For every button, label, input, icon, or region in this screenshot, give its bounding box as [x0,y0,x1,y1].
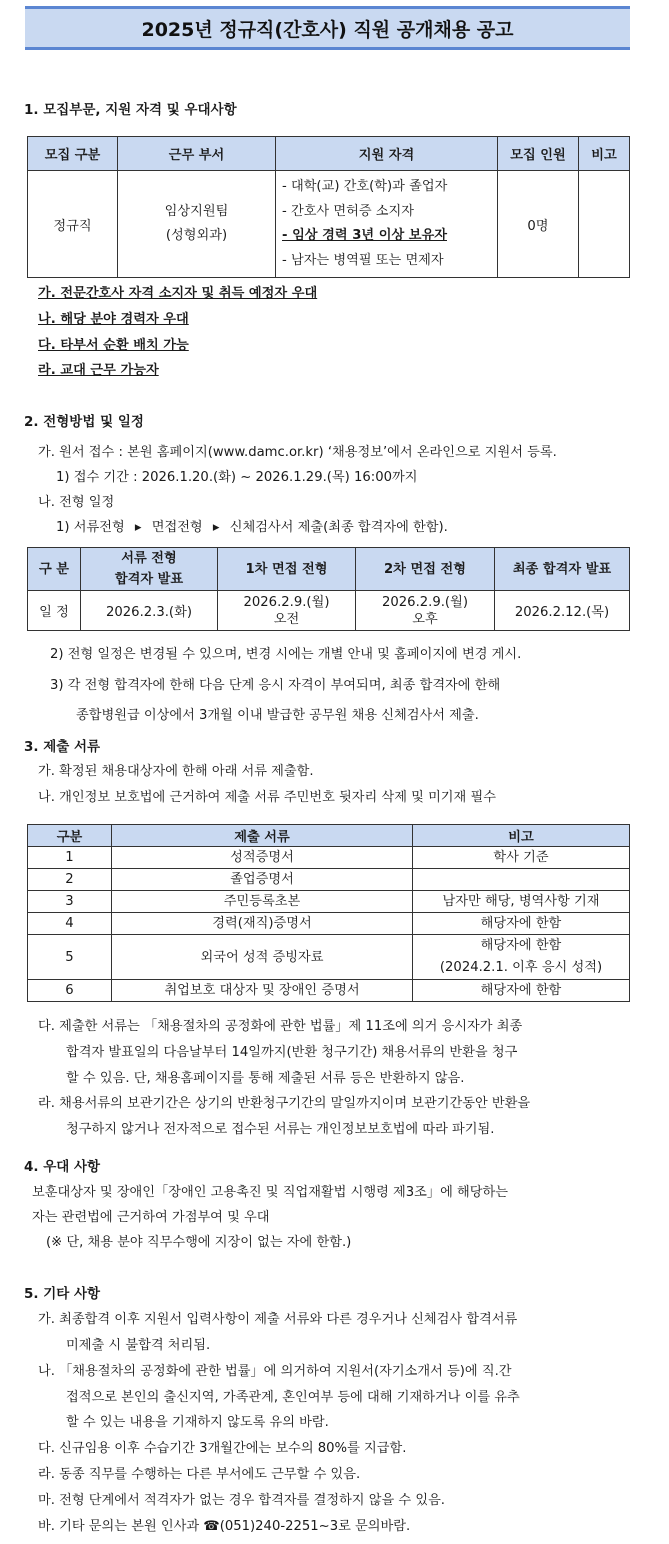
schedule-interview2 [356,591,495,631]
col-header: 비고 [579,137,630,171]
doc-note [413,935,630,980]
preference-text: (※ 단, 채용 분야 직무수행에 지장이 없는 자에 한함.) [46,1235,352,1250]
arrow-icon: ▸ [134,520,142,535]
selection-flow [56,516,448,535]
table-row [28,913,630,935]
qual-item-emphasis: - 임상 경력 3년 이상 보유자 [282,228,447,243]
interview-date: 2026.2.9.(월) [382,594,468,610]
section-5-heading: 5. 기타 사항 [24,1286,101,1302]
schedule-heading: 나. 전형 일정 [38,495,115,510]
schedule-doc-date: 2026.2.3.(화) [81,591,218,631]
qual-item: - 간호사 면허증 소지자 [282,203,414,219]
schedule-table [27,547,630,631]
doc-note-line: 해당자에 한함 [480,938,562,953]
schedule-interview1 [218,591,356,631]
schedule-note: 종합병원급 이상에서 3개월 이내 발급한 공무원 채용 신체검사서 제출. [76,708,479,723]
table-row [28,847,630,869]
misc-item: 미제출 시 불합격 처리됨. [66,1338,211,1353]
schedule-label: 일 정 [28,591,81,631]
section-1-heading: 1. 모집부문, 지원 자격 및 우대사항 [24,102,237,118]
documents-intro: 가. 확정된 채용대상자에 한해 아래 서류 제출함. [38,764,314,779]
return-policy-line: 다. 제출한 서류는 「채용절차의 공정화에 관한 법률」제 11조에 의거 응시자가 최종 [38,1019,523,1034]
interview-time: 오전 [273,611,300,627]
doc-name: 졸업증명서 [112,869,413,891]
doc-no: 2 [28,869,112,891]
preference-item: 다. 타부서 순환 배치 가능 [38,338,189,353]
col-header: 최종 합격자 발표 [495,548,630,591]
dept-name: 임상지원팀 [164,204,229,219]
col-header [81,548,218,591]
qual-item: - 남자는 병역필 또는 면제자 [282,252,444,268]
doc-no: 6 [28,980,112,1002]
documents-table [27,824,630,1002]
doc-note: 해당자에 한함 [413,980,630,1002]
retention-policy-line: 청구하지 않거나 전자적으로 접수된 서류는 개인정보보호법에 따라 파기됨. [66,1122,495,1137]
retention-policy-line: 라. 채용서류의 보관기간은 상기의 반환청구기간의 말일까지이며 보관기간동안 반환을 [38,1096,531,1111]
doc-note: 해당자에 한함 [413,913,630,935]
documents-privacy-note: 나. 개인정보 보호법에 근거하여 제출 서류 주민번호 뒷자리 삭제 및 미기재 필수 [38,790,496,805]
doc-no: 5 [28,935,112,980]
col-header: 근무 부서 [118,137,276,171]
interview-time: 오후 [412,611,438,627]
col-header: 구 분 [28,548,81,591]
flow-step: 1) 서류전형 [56,520,125,535]
col-header: 비고 [413,825,630,847]
misc-item: 나. 「채용절차의 공정화에 관한 법률」에 의거하여 지원서(자기소개서 등)에 직.간 [38,1364,512,1379]
recruitment-table [27,136,630,278]
col-header: 제출 서류 [112,825,413,847]
table-row [28,891,630,913]
preference-item: 라. 교대 근무 가능자 [38,363,159,378]
col-header-line: 합격자 발표 [114,572,184,587]
recruit-qualifications [276,171,498,278]
doc-note: 남자만 해당, 병역사항 기재 [413,891,630,913]
recruit-dept [118,171,276,278]
doc-note: 학사 기준 [413,847,630,869]
col-header: 2차 면접 전형 [356,548,495,591]
recruit-category: 정규직 [28,171,118,278]
misc-item: 라. 동종 직무를 수행하는 다른 부서에도 근무할 수 있음. [38,1467,361,1482]
preference-text: 보훈대상자 및 장애인「장애인 고용촉진 및 직업재활법 시행령 제3조」에 해당하는 [32,1185,508,1200]
col-header-line: 서류 전형 [121,551,177,566]
misc-item: 가. 최종합격 이후 지원서 입력사항이 제출 서류와 다른 경우거나 신체검사 합격서류 [38,1312,518,1327]
page-title: 2025년 정규직(간호사) 직원 공개채용 공고 [141,18,514,41]
col-header: 모집 구분 [28,137,118,171]
page-title-banner [25,6,630,50]
dept-sub: (성형외과) [165,228,228,243]
doc-name: 취업보호 대상자 및 장애인 증명서 [112,980,413,1002]
col-header: 모집 인원 [498,137,579,171]
preference-text: 자는 관련법에 근거하여 가점부여 및 우대 [32,1210,270,1225]
doc-note-line: (2024.2.1. 이후 응시 성적) [439,960,603,975]
schedule-note: 2) 전형 일정은 변경될 수 있으며, 변경 시에는 개별 안내 및 홈페이지에 변경 게시. [50,647,522,662]
col-header: 1차 면접 전형 [218,548,356,591]
contact-info: 바. 기타 문의는 본원 인사과 ☎(051)240-2251~3로 문의바람. [38,1519,411,1534]
doc-name: 성적증명서 [112,847,413,869]
preference-item: 가. 전문간호사 자격 소지자 및 취득 예정자 우대 [38,286,318,301]
doc-no: 3 [28,891,112,913]
table-row [28,980,630,1002]
return-policy-line: 할 수 있음. 단, 채용홈페이지를 통해 제출된 서류 등은 반환하지 않음. [66,1071,465,1086]
qual-item: - 대학(교) 간호(학)과 졸업자 [282,179,448,194]
arrow-icon: ▸ [212,520,220,535]
return-policy-line: 합격자 발표일의 다음날부터 14일까지(반환 청구기간) 채용서류의 반환을 청구 [66,1045,518,1060]
doc-name: 외국어 성적 증빙자료 [112,935,413,980]
doc-no: 4 [28,913,112,935]
preference-item: 나. 해당 분야 경력자 우대 [38,312,189,327]
flow-step: 면접전형 [151,520,203,535]
misc-item: 다. 신규임용 이후 수습기간 3개월간에는 보수의 80%를 지급함. [38,1441,407,1456]
col-header: 지원 자격 [276,137,498,171]
application-period: 1) 접수 기간 : 2026.1.20.(화) ~ 2026.1.29.(목) 16:00까지 [56,470,418,485]
recruit-note [579,171,630,278]
table-row [28,935,630,980]
application-method: 가. 원서 접수 : 본원 홈페이지(www.damc.or.kr) ‘채용정보’에서 온라인으로 지원서 등록. [38,445,557,460]
doc-name: 경력(재직)증명서 [112,913,413,935]
misc-item: 마. 전형 단계에서 적격자가 없는 경우 합격자를 결정하지 않을 수 있음. [38,1493,445,1508]
section-3-heading: 3. 제출 서류 [24,739,101,755]
section-4-heading: 4. 우대 사항 [24,1159,101,1175]
table-row [28,869,630,891]
flow-step: 신체검사서 제출(최종 합격자에 한함). [229,520,448,535]
doc-no: 1 [28,847,112,869]
recruit-count: 0명 [498,171,579,278]
section-2-heading: 2. 전형방법 및 일정 [24,414,144,430]
doc-name: 주민등록초본 [112,891,413,913]
col-header: 구분 [28,825,112,847]
doc-note [413,869,630,891]
interview-date: 2026.2.9.(월) [243,594,330,610]
misc-item: 할 수 있는 내용을 기재하지 않도록 유의 바람. [66,1415,329,1430]
misc-item: 접적으로 본인의 출신지역, 가족관계, 혼인여부 등에 대해 기재하거나 이를 유추 [66,1390,520,1405]
schedule-final-date: 2026.2.12.(목) [495,591,630,631]
schedule-note: 3) 각 전형 합격자에 한해 다음 단계 응시 자격이 부여되며, 최종 합격자에 한해 [50,678,501,693]
